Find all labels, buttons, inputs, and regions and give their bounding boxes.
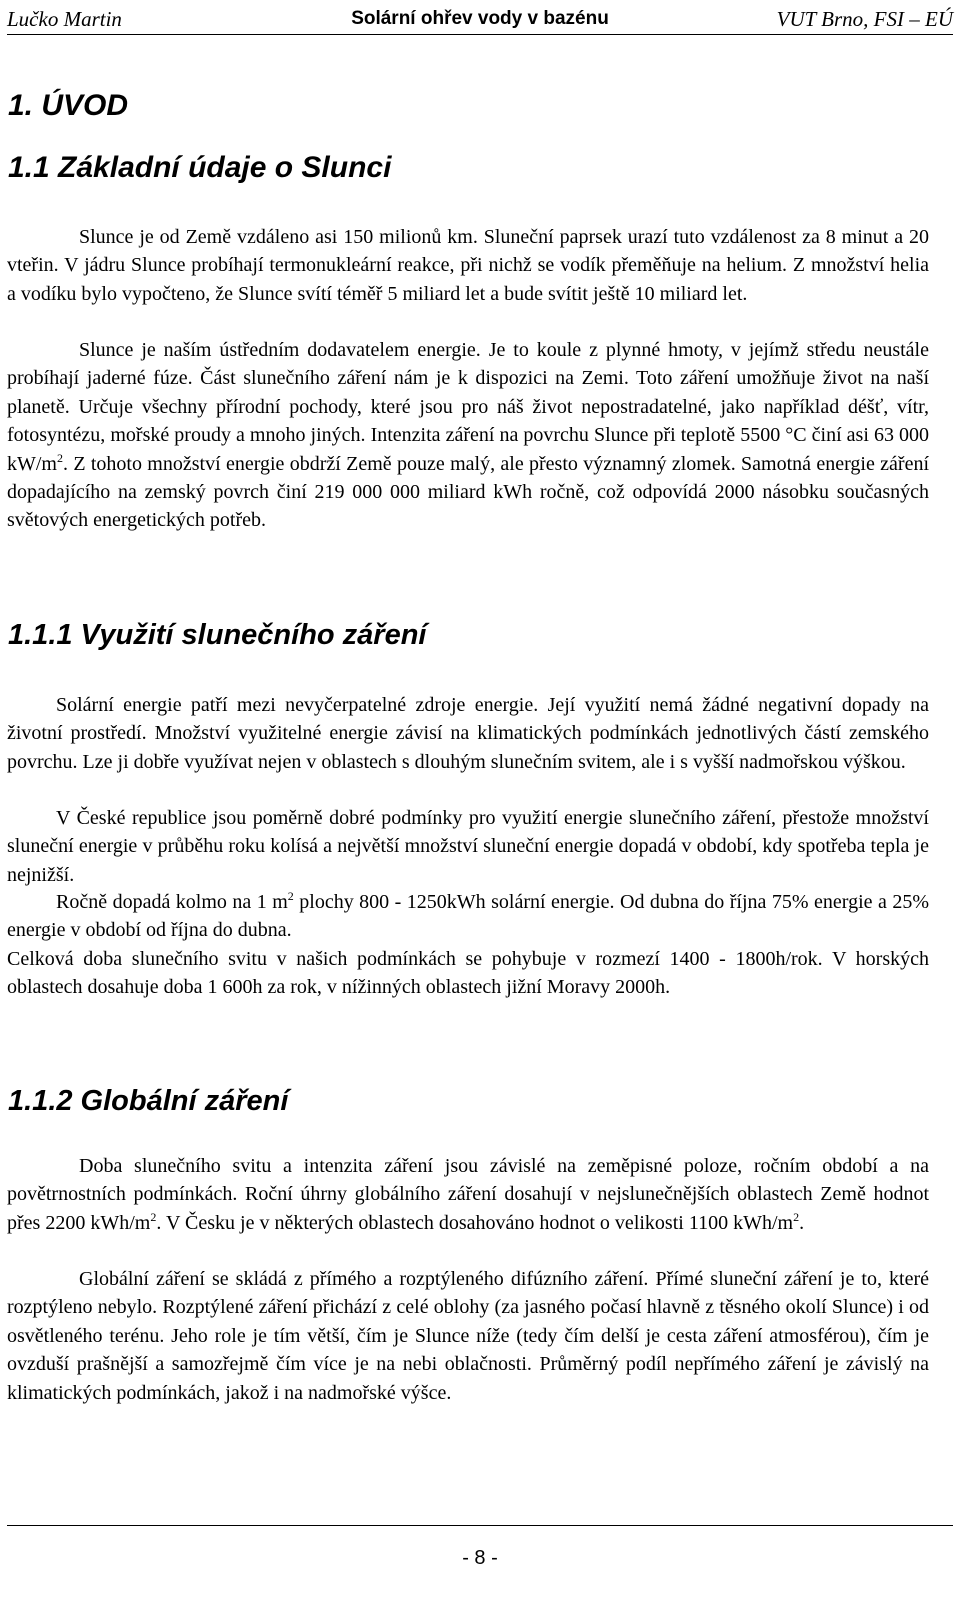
paragraph-annual-energy: [7, 888, 929, 945]
section-heading-1-1-1: 1.1.1 Využití slunečního záření: [8, 619, 427, 651]
section-heading-1-1-2: 1.1.2 Globální záření: [8, 1085, 289, 1117]
page-header: [7, 4, 953, 35]
header-title: Solární ohřev vody v bazénu: [351, 8, 609, 29]
section-heading-1-1: 1.1 Základní údaje o Slunci: [8, 151, 392, 184]
paragraph-sun-energy-text: Slunce je naším ústředním dodavatelem energie. Je to koule z plynné hmoty, v jejímž středu neustále probíhají jaderné fúze. Část slunečního záření nám je k dispozici na Zemi. Toto záření umožňuje život na naší planetě. Určuje všechny přírodní pochody, které jsou pro náš život nepostradatelné, jako například déšť, vítr, fotosyntézu, mořské proudy a mnoho jiných. Intenzita záření na povrchu Slunce při teplotě 5500 °C činí asi 63 000 kW/m: [7, 339, 929, 475]
paragraph-annual-energy-text: Ročně dopadá kolmo na 1 m: [56, 891, 288, 913]
paragraph-global-radiation-text-end: .: [799, 1211, 805, 1234]
page-number: - 8 -: [462, 1547, 498, 1569]
superscript: 2: [57, 450, 63, 465]
superscript: 2: [150, 1209, 157, 1224]
paragraph-sun-energy-text-cont: . Z tohoto množství energie obdrží Země pouze malý, ale přesto významný zlomek. Samotná energie záření dopadajícího na zemský povrch činí 219 000 000 miliard kWh ročně, což odpovídá 2000 násobku současných světových energetických potřeb.: [7, 452, 929, 532]
superscript: 2: [793, 1209, 800, 1224]
paragraph-annual-energy-text-cont: plochy 800 - 1250kWh solární energie. Od dubna do října 75% energie a 25% energie v období od října do dubna.: [7, 891, 929, 942]
superscript: 2: [287, 889, 294, 903]
paragraph-sun-distance: Slunce je od Země vzdáleno asi 150 milionů km. Sluneční paprsek urazí tuto vzdálenost za 8 minut a 20 vteřin. V jádru Slunce probíhají termonukleární reakce, při nichž se vodík přeměňuje na helium. Z množství helia a vodíku bylo vypočteno, že Slunce svítí téměř 5 miliard let a bude svítit ještě 10 miliard let.: [7, 226, 929, 305]
header-institution: VUT Brno, FSI – EÚ: [776, 7, 953, 31]
chapter-heading: 1. ÚVOD: [8, 89, 129, 122]
paragraph-global-radiation: [7, 1152, 929, 1237]
paragraph-sun-energy: [7, 336, 929, 535]
paragraph-czech-conditions: V České republice jsou poměrně dobré podmínky pro využití energie slunečního záření, přestože množství sluneční energie v průběhu roku kolísá a největší množství sluneční energie dopadá v období, kdy spotřeba tepla je nejnižší.: [7, 807, 929, 886]
paragraph-radiation-components: Globální záření se skládá z přímého a rozptýleného difúzního záření. Přímé sluneční záření je to, které rozptýleno nebylo. Rozptýlené záření přichází z celé oblohy (za jasného počasí hlavně z těsného okolí Slunce) i od osvětleného terénu. Jeho role je tím větší, čím je Slunce níže (tedy čím delší je cesta záření atmosférou), čím je ovzduší prašnější a samozřejmě čím více je na nebi oblačnosti. Průměrný podíl nepřímého záření je závislý na klimatických podmínkách, jakož i na nadmořské výšce.: [7, 1268, 929, 1404]
header-author: Lučko Martin: [7, 7, 122, 31]
footer-divider: [7, 1525, 953, 1526]
paragraph-solar-use: Solární energie patří mezi nevyčerpatelné zdroje energie. Její využití nemá žádné negativní dopady na životní prostředí. Množství využitelné energie závisí na klimatických podmínkách jednotlivých částí zemského povrchu. Lze ji dobře využívat nejen v oblastech s dlouhým slunečním svitem, ale i s vyšší nadmořskou výškou.: [7, 694, 929, 773]
paragraph-global-radiation-text-cont: . V Česku je v některých oblastech dosahováno hodnot o velikosti 1100 kWh/m: [156, 1211, 794, 1234]
paragraph-sunshine-duration: Celková doba slunečního svitu v našich podmínkách se pohybuje v rozmezí 1400 - 1800h/rok. V horských oblastech dosahuje doba 1 600h za rok, v nížinných oblastech jižní Moravy 2000h.: [7, 948, 929, 999]
paragraph-global-radiation-text: Doba slunečního svitu a intenzita záření jsou závislé na zeměpisné poloze, ročním období a na povětrnostních podmínkách. Roční úhrny globálního záření dosahují v nejslunečnějších oblastech Země hodnot přes 2200 kWh/m: [7, 1155, 929, 1234]
